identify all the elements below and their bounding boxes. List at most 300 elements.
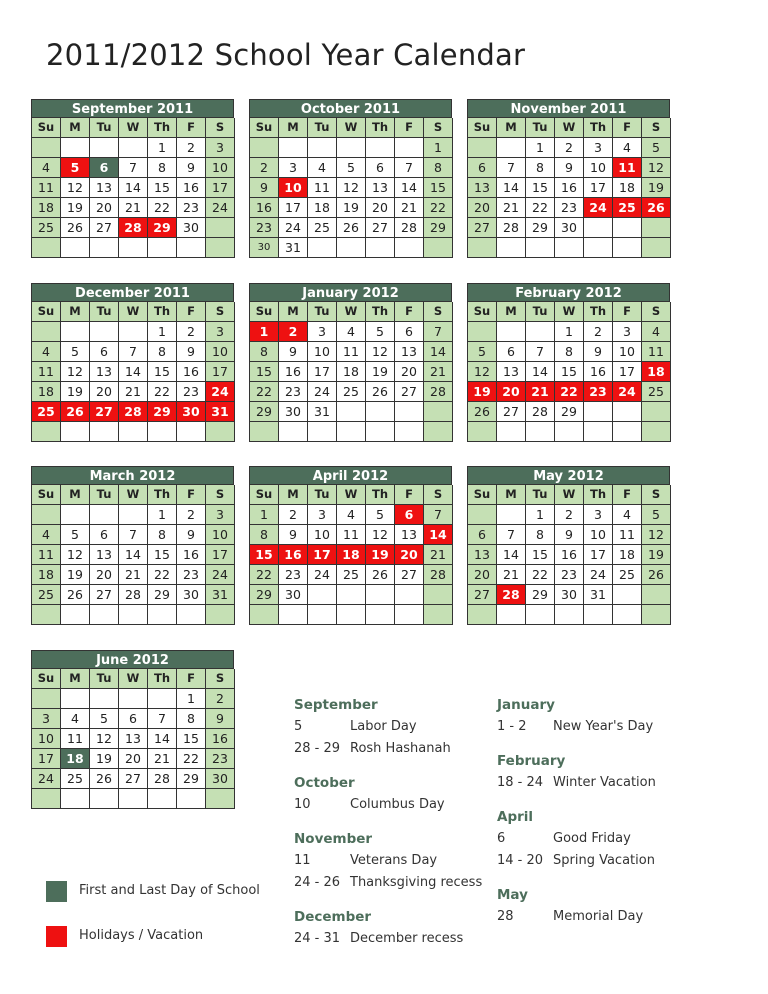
day-cell: 2 (584, 322, 613, 342)
day-cell: 20 (90, 198, 119, 218)
empty-day-cell (177, 605, 206, 625)
month-day-grid (249, 118, 452, 258)
day-cell: 27 (395, 382, 424, 402)
empty-day-cell (526, 422, 555, 442)
day-cell: 14 (119, 545, 148, 565)
day-cell: 27 (90, 218, 119, 238)
day-cell: 6 (90, 525, 119, 545)
empty-day-cell (119, 138, 148, 158)
day-cell: 14 (424, 525, 453, 545)
day-cell: 7 (395, 158, 424, 178)
day-cell: 26 (61, 218, 90, 238)
day-cell: 12 (366, 525, 395, 545)
day-cell: 11 (32, 178, 61, 198)
day-cell: 25 (308, 218, 337, 238)
holiday-group (294, 831, 484, 897)
day-cell: 19 (337, 198, 366, 218)
weekday-header: F (395, 118, 424, 138)
holiday-name: Thanksgiving recess (350, 875, 483, 890)
day-cell: 1 (148, 138, 177, 158)
empty-day-cell (584, 422, 613, 442)
weekday-header: M (497, 302, 526, 322)
day-cell: 18 (613, 178, 642, 198)
day-cell: 14 (424, 342, 453, 362)
weekday-header: Th (148, 485, 177, 505)
day-cell: 11 (642, 342, 671, 362)
day-cell: 23 (250, 218, 279, 238)
empty-day-cell (642, 422, 671, 442)
empty-day-cell (250, 422, 279, 442)
day-cell: 29 (250, 402, 279, 422)
empty-day-cell (613, 605, 642, 625)
day-cell: 3 (613, 322, 642, 342)
day-cell: 19 (90, 749, 119, 769)
day-cell: 22 (526, 565, 555, 585)
holiday-name: Rosh Hashanah (350, 741, 451, 756)
empty-day-cell (497, 422, 526, 442)
day-cell: 7 (119, 525, 148, 545)
day-cell: 2 (206, 689, 235, 709)
weekday-header: F (177, 485, 206, 505)
month-calendar (31, 466, 234, 625)
day-cell: 2 (177, 505, 206, 525)
weekday-header: Th (148, 302, 177, 322)
day-cell: 2 (555, 138, 584, 158)
day-cell: 17 (308, 362, 337, 382)
day-cell: 14 (148, 729, 177, 749)
day-cell: 4 (308, 158, 337, 178)
holiday-month-heading: November (294, 831, 373, 847)
day-cell: 9 (555, 158, 584, 178)
empty-day-cell (119, 789, 148, 809)
day-cell: 16 (206, 729, 235, 749)
day-cell: 8 (177, 709, 206, 729)
day-cell: 13 (395, 525, 424, 545)
empty-day-cell (32, 422, 61, 442)
month-day-grid (467, 118, 670, 258)
day-cell: 27 (497, 402, 526, 422)
weekday-header: S (642, 302, 671, 322)
day-cell: 14 (395, 178, 424, 198)
weekday-header: S (424, 485, 453, 505)
month-title: June 2012 (31, 650, 234, 669)
empty-day-cell (206, 218, 235, 238)
empty-day-cell (206, 605, 235, 625)
holiday-date: 11 (294, 853, 311, 868)
weekday-header: Su (32, 669, 61, 689)
day-cell: 22 (148, 565, 177, 585)
empty-day-cell (526, 322, 555, 342)
day-cell: 6 (395, 505, 424, 525)
day-cell: 31 (206, 402, 235, 422)
month-calendar (249, 466, 452, 625)
day-cell: 16 (555, 545, 584, 565)
weekday-header: Su (468, 118, 497, 138)
day-cell: 28 (497, 585, 526, 605)
day-cell: 10 (613, 342, 642, 362)
empty-day-cell (468, 138, 497, 158)
empty-day-cell (90, 605, 119, 625)
month-calendar (31, 650, 234, 809)
holiday-date: 14 - 20 (497, 853, 544, 868)
empty-day-cell (424, 585, 453, 605)
weekday-header: Th (366, 118, 395, 138)
day-cell: 30 (177, 585, 206, 605)
day-cell: 16 (584, 362, 613, 382)
day-cell: 27 (119, 769, 148, 789)
day-cell: 21 (119, 382, 148, 402)
day-cell: 28 (424, 382, 453, 402)
weekday-header: Tu (90, 118, 119, 138)
holiday-month-heading: October (294, 775, 355, 791)
holiday-row (294, 931, 484, 953)
empty-day-cell (308, 138, 337, 158)
legend-school-label: First and Last Day of School (79, 883, 260, 898)
day-cell: 22 (250, 382, 279, 402)
day-cell: 21 (526, 382, 555, 402)
day-cell: 13 (90, 362, 119, 382)
day-cell: 5 (366, 322, 395, 342)
empty-day-cell (61, 322, 90, 342)
day-cell: 28 (424, 565, 453, 585)
day-cell: 4 (337, 322, 366, 342)
day-cell: 2 (555, 505, 584, 525)
day-cell: 17 (584, 178, 613, 198)
weekday-header: Su (250, 118, 279, 138)
day-cell: 23 (206, 749, 235, 769)
day-cell: 12 (61, 362, 90, 382)
empty-day-cell (32, 138, 61, 158)
weekday-header: M (61, 302, 90, 322)
day-cell: 29 (424, 218, 453, 238)
holiday-name: Columbus Day (350, 797, 445, 812)
day-cell: 12 (642, 525, 671, 545)
weekday-header: Su (468, 485, 497, 505)
holiday-row (294, 741, 484, 763)
day-cell: 25 (613, 565, 642, 585)
day-cell: 5 (468, 342, 497, 362)
month-day-grid (31, 302, 234, 442)
empty-day-cell (497, 138, 526, 158)
day-cell: 22 (555, 382, 584, 402)
day-cell: 31 (206, 585, 235, 605)
day-cell: 5 (90, 709, 119, 729)
day-cell: 27 (366, 218, 395, 238)
day-cell: 24 (279, 218, 308, 238)
day-cell: 1 (148, 505, 177, 525)
day-cell: 11 (613, 525, 642, 545)
weekday-header: Th (584, 118, 613, 138)
day-cell: 27 (90, 585, 119, 605)
month-day-grid (467, 302, 670, 442)
holiday-group (497, 697, 697, 741)
empty-day-cell (642, 605, 671, 625)
holiday-list-left (294, 697, 484, 965)
day-cell: 22 (177, 749, 206, 769)
day-cell: 15 (148, 545, 177, 565)
month-day-grid (249, 302, 452, 442)
day-cell: 6 (119, 709, 148, 729)
month-title: November 2011 (467, 99, 670, 118)
empty-day-cell (424, 238, 453, 258)
day-cell: 17 (32, 749, 61, 769)
empty-day-cell (468, 322, 497, 342)
day-cell: 29 (555, 402, 584, 422)
day-cell: 8 (526, 158, 555, 178)
empty-day-cell (119, 422, 148, 442)
month-title: December 2011 (31, 283, 234, 302)
day-cell: 1 (250, 322, 279, 342)
month-title: April 2012 (249, 466, 452, 485)
day-cell: 28 (497, 218, 526, 238)
day-cell: 11 (32, 362, 61, 382)
day-cell: 19 (642, 545, 671, 565)
day-cell: 2 (177, 322, 206, 342)
empty-day-cell (119, 505, 148, 525)
day-cell: 6 (366, 158, 395, 178)
day-cell: 15 (555, 362, 584, 382)
empty-day-cell (395, 238, 424, 258)
empty-day-cell (32, 505, 61, 525)
month-calendar (467, 466, 670, 625)
day-cell: 13 (395, 342, 424, 362)
day-cell: 24 (206, 198, 235, 218)
holiday-date: 28 (497, 909, 514, 924)
day-cell: 9 (555, 525, 584, 545)
day-cell: 1 (177, 689, 206, 709)
holiday-date: 24 - 31 (294, 931, 341, 946)
day-cell: 19 (366, 545, 395, 565)
empty-day-cell (61, 138, 90, 158)
empty-day-cell (395, 422, 424, 442)
empty-day-cell (279, 422, 308, 442)
empty-day-cell (61, 689, 90, 709)
empty-day-cell (32, 322, 61, 342)
day-cell: 21 (424, 362, 453, 382)
weekday-header: Th (584, 485, 613, 505)
day-cell: 12 (468, 362, 497, 382)
day-cell: 22 (148, 382, 177, 402)
weekday-header: Tu (526, 485, 555, 505)
empty-day-cell (395, 402, 424, 422)
weekday-header: W (119, 669, 148, 689)
day-cell: 6 (468, 158, 497, 178)
day-cell: 8 (148, 525, 177, 545)
empty-day-cell (642, 402, 671, 422)
holiday-date: 24 - 26 (294, 875, 341, 890)
day-cell: 5 (61, 342, 90, 362)
weekday-header: Tu (90, 485, 119, 505)
month-title: February 2012 (467, 283, 670, 302)
weekday-header: Tu (308, 118, 337, 138)
day-cell: 3 (206, 505, 235, 525)
day-cell: 30 (250, 238, 279, 258)
holiday-group (294, 775, 484, 819)
day-cell: 21 (424, 545, 453, 565)
day-cell: 15 (526, 178, 555, 198)
day-cell: 4 (613, 505, 642, 525)
day-cell: 9 (279, 342, 308, 362)
holiday-name: Spring Vacation (553, 853, 655, 868)
day-cell: 16 (250, 198, 279, 218)
empty-day-cell (468, 505, 497, 525)
empty-day-cell (497, 605, 526, 625)
empty-day-cell (366, 605, 395, 625)
day-cell: 21 (119, 198, 148, 218)
day-cell: 12 (642, 158, 671, 178)
day-cell: 31 (279, 238, 308, 258)
day-cell: 27 (468, 585, 497, 605)
weekday-header: S (206, 302, 235, 322)
empty-day-cell (250, 138, 279, 158)
weekday-header: Th (148, 669, 177, 689)
empty-day-cell (497, 505, 526, 525)
day-cell: 3 (32, 709, 61, 729)
day-cell: 1 (250, 505, 279, 525)
weekday-header: Su (250, 485, 279, 505)
day-cell: 19 (642, 178, 671, 198)
month-title: September 2011 (31, 99, 234, 118)
holiday-name: Labor Day (350, 719, 417, 734)
weekday-header: W (555, 302, 584, 322)
day-cell: 16 (177, 178, 206, 198)
holiday-name: December recess (350, 931, 464, 946)
holiday-date: 6 (497, 831, 506, 846)
day-cell: 13 (90, 545, 119, 565)
empty-day-cell (308, 238, 337, 258)
empty-day-cell (613, 585, 642, 605)
day-cell: 11 (337, 342, 366, 362)
day-cell: 17 (279, 198, 308, 218)
weekday-header: F (177, 302, 206, 322)
day-cell: 23 (555, 198, 584, 218)
day-cell: 24 (206, 565, 235, 585)
weekday-header: F (395, 485, 424, 505)
day-cell: 15 (526, 545, 555, 565)
holiday-row (497, 831, 697, 853)
month-calendar (249, 99, 452, 258)
holiday-row (497, 853, 697, 875)
holiday-month-heading: February (497, 753, 566, 769)
weekday-header: W (119, 485, 148, 505)
day-cell: 15 (250, 362, 279, 382)
weekday-header: Tu (308, 485, 337, 505)
day-cell: 29 (148, 402, 177, 422)
weekday-header: Su (32, 485, 61, 505)
day-cell: 4 (642, 322, 671, 342)
empty-day-cell (424, 402, 453, 422)
day-cell: 22 (526, 198, 555, 218)
day-cell: 4 (337, 505, 366, 525)
month-day-grid (31, 669, 234, 809)
day-cell: 18 (613, 545, 642, 565)
day-cell: 10 (279, 178, 308, 198)
day-cell: 11 (61, 729, 90, 749)
day-cell: 14 (497, 545, 526, 565)
weekday-header: Th (366, 302, 395, 322)
day-cell: 21 (148, 749, 177, 769)
day-cell: 13 (468, 178, 497, 198)
empty-day-cell (308, 605, 337, 625)
empty-day-cell (424, 422, 453, 442)
day-cell: 19 (468, 382, 497, 402)
weekday-header: F (177, 669, 206, 689)
empty-day-cell (613, 422, 642, 442)
holiday-date: 28 - 29 (294, 741, 341, 756)
month-title: May 2012 (467, 466, 670, 485)
empty-day-cell (32, 605, 61, 625)
empty-day-cell (366, 402, 395, 422)
day-cell: 28 (119, 402, 148, 422)
weekday-header: S (206, 118, 235, 138)
day-cell: 8 (526, 525, 555, 545)
empty-day-cell (555, 238, 584, 258)
empty-day-cell (32, 689, 61, 709)
weekday-header: F (613, 118, 642, 138)
holiday-month-heading: December (294, 909, 372, 925)
day-cell: 3 (584, 138, 613, 158)
empty-day-cell (642, 238, 671, 258)
empty-day-cell (61, 505, 90, 525)
day-cell: 24 (613, 382, 642, 402)
day-cell: 16 (177, 545, 206, 565)
holiday-row (294, 875, 484, 897)
weekday-header: M (497, 485, 526, 505)
day-cell: 30 (177, 402, 206, 422)
weekday-header: Tu (308, 302, 337, 322)
empty-day-cell (395, 585, 424, 605)
holiday-group (497, 809, 697, 875)
day-cell: 21 (497, 565, 526, 585)
holiday-date: 1 - 2 (497, 719, 527, 734)
day-cell: 4 (32, 342, 61, 362)
empty-day-cell (250, 605, 279, 625)
empty-day-cell (90, 238, 119, 258)
day-cell: 28 (119, 218, 148, 238)
day-cell: 20 (395, 362, 424, 382)
empty-day-cell (366, 138, 395, 158)
day-cell: 26 (337, 218, 366, 238)
day-cell: 1 (555, 322, 584, 342)
empty-day-cell (468, 422, 497, 442)
day-cell: 17 (206, 545, 235, 565)
weekday-header: Tu (90, 302, 119, 322)
weekday-header: F (395, 302, 424, 322)
day-cell: 24 (308, 565, 337, 585)
empty-day-cell (90, 138, 119, 158)
empty-day-cell (308, 422, 337, 442)
empty-day-cell (148, 605, 177, 625)
day-cell: 24 (206, 382, 235, 402)
holiday-name: Winter Vacation (553, 775, 656, 790)
day-cell: 10 (206, 525, 235, 545)
day-cell: 6 (395, 322, 424, 342)
day-cell: 15 (424, 178, 453, 198)
day-cell: 18 (32, 382, 61, 402)
empty-day-cell (206, 422, 235, 442)
day-cell: 31 (308, 402, 337, 422)
day-cell: 15 (148, 178, 177, 198)
day-cell: 5 (642, 138, 671, 158)
weekday-header: M (279, 485, 308, 505)
empty-day-cell (468, 605, 497, 625)
empty-day-cell (337, 238, 366, 258)
day-cell: 17 (206, 362, 235, 382)
empty-day-cell (90, 789, 119, 809)
day-cell: 18 (61, 749, 90, 769)
empty-day-cell (148, 422, 177, 442)
day-cell: 4 (613, 138, 642, 158)
